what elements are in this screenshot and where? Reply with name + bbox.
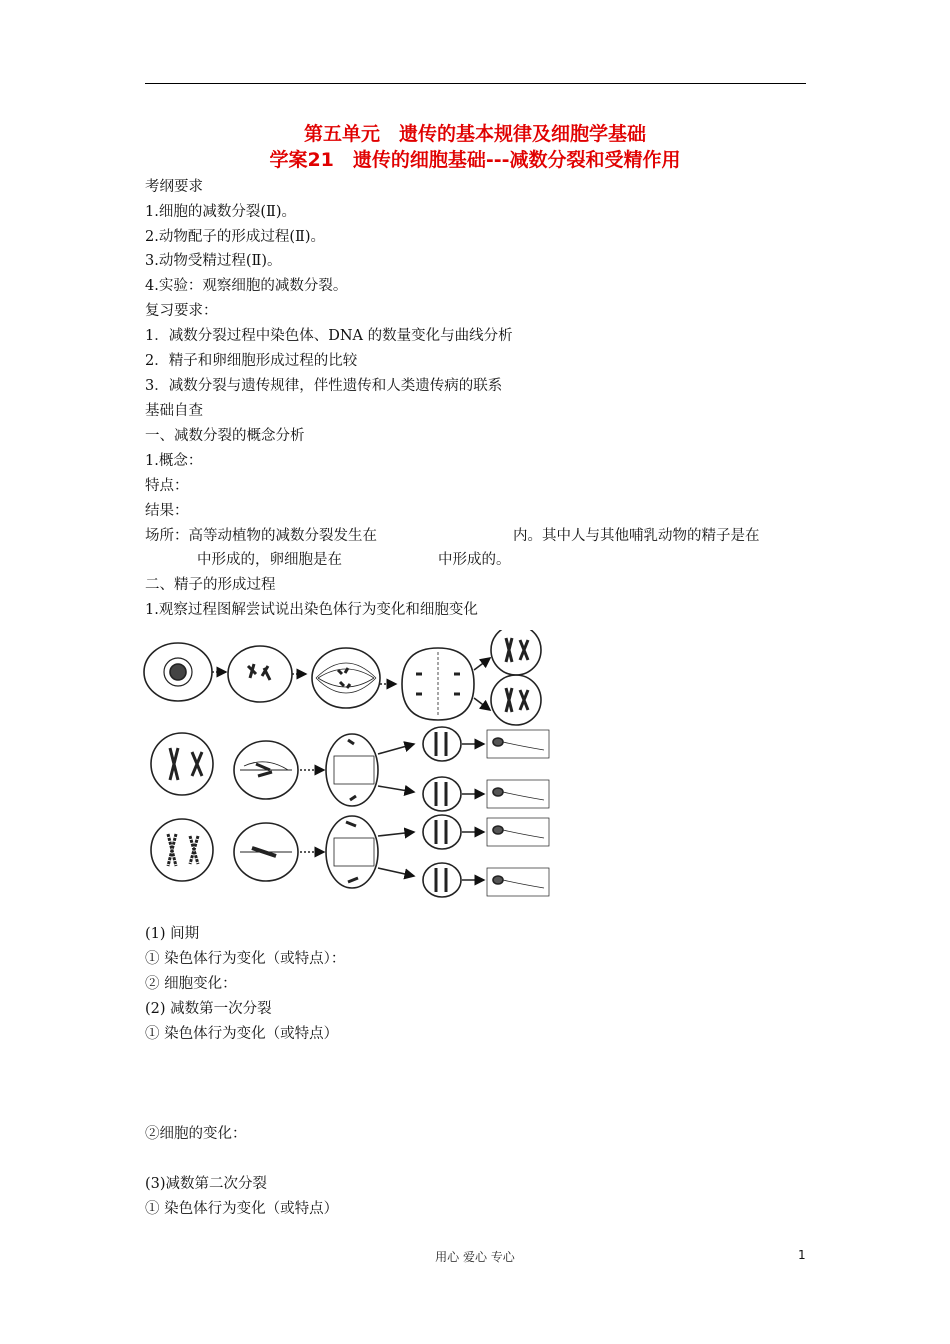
interphase-chromosome-prompt: ① 染色体行为变化（或特点）： xyxy=(145,951,346,967)
interphase-heading: (1) 间期 xyxy=(145,926,200,942)
sperm-1 xyxy=(487,730,549,758)
spermatid-2 xyxy=(423,777,461,811)
location-line-b: 内。其中人与其他哺乳动物的精子是在 xyxy=(513,528,760,544)
section-1-heading: 一、减数分裂的概念分析 xyxy=(145,428,305,444)
meiosis1-chromosome-prompt: ① 染色体行为变化（或特点） xyxy=(145,1026,339,1042)
prophase-cell xyxy=(228,646,292,702)
location-line-a: 场所：高等动植物的减数分裂发生在 xyxy=(145,528,377,544)
metaphase-cell xyxy=(312,648,380,708)
syllabus-item-3: 3.动物受精过程(Ⅱ)。 xyxy=(145,253,282,269)
primary-spermatocyte-lower xyxy=(151,819,213,881)
meiosis1-metaphase-upper xyxy=(234,741,298,799)
section-2-heading: 二、精子的形成过程 xyxy=(145,577,276,593)
spermatid-4 xyxy=(423,863,461,897)
meiosis1-anaphase-lower xyxy=(326,816,378,888)
daughter-cell-upper xyxy=(491,630,541,675)
footer-text: 用心 爱心 专心 xyxy=(435,1250,515,1264)
review-item-2: 2．精子和卵细胞形成过程的比较 xyxy=(145,353,358,369)
meiosis1-heading: (2) 减数第一次分裂 xyxy=(145,1001,272,1017)
syllabus-item-2: 2.动物配子的形成过程(Ⅱ)。 xyxy=(145,229,326,245)
meiosis1-cell-prompt: ②细胞的变化： xyxy=(145,1126,247,1142)
sperm-4 xyxy=(487,868,549,896)
syllabus-heading: 考纲要求 xyxy=(145,179,203,195)
review-item-1: 1．减数分裂过程中染色体、DNA 的数量变化与曲线分析 xyxy=(145,328,513,344)
header-rule xyxy=(145,83,806,84)
review-heading: 复习要求： xyxy=(145,303,218,319)
spermatid-1 xyxy=(423,727,461,761)
unit-title: 第五单元 遗传的基本规律及细胞学基础 xyxy=(303,123,646,145)
sperm-3 xyxy=(487,818,549,846)
daughter-cell-lower xyxy=(491,675,541,725)
meiosis2-chromosome-prompt: ① 染色体行为变化（或特点） xyxy=(145,1201,339,1217)
syllabus-item-4: 4.实验：观察细胞的减数分裂。 xyxy=(145,278,348,294)
page-number: 1 xyxy=(798,1248,806,1262)
sperm-2 xyxy=(487,780,549,808)
interphase-cell xyxy=(144,643,212,701)
anaphase-cell xyxy=(402,648,474,720)
meiosis1-anaphase-upper xyxy=(326,734,378,806)
spermatid-3 xyxy=(423,815,461,849)
primary-spermatocyte-upper xyxy=(151,733,213,795)
location-cont-a: 中形成的，卵细胞是在 xyxy=(197,552,342,568)
lesson-title: 学案21 遗传的细胞基础---减数分裂和受精作用 xyxy=(269,149,681,171)
self-check-heading: 基础自查 xyxy=(145,403,203,419)
location-cont-b: 中形成的。 xyxy=(438,552,511,568)
observe-instruction: 1.观察过程图解尝试说出染色体行为变化和细胞变化 xyxy=(145,602,478,618)
meiosis2-heading: (3)减数第二次分裂 xyxy=(145,1176,268,1192)
feature-line: 特点： xyxy=(145,478,189,494)
interphase-cell-prompt: ② 细胞变化： xyxy=(145,976,237,992)
syllabus-item-1: 1.细胞的减数分裂(Ⅱ)。 xyxy=(145,204,297,220)
concept-line: 1.概念： xyxy=(145,453,203,469)
spermatogenesis-diagram xyxy=(140,630,560,910)
review-item-3: 3．减数分裂与遗传规律，伴性遗传和人类遗传病的联系 xyxy=(145,378,503,394)
meiosis1-metaphase-lower xyxy=(234,823,298,881)
result-line: 结果： xyxy=(145,503,189,519)
